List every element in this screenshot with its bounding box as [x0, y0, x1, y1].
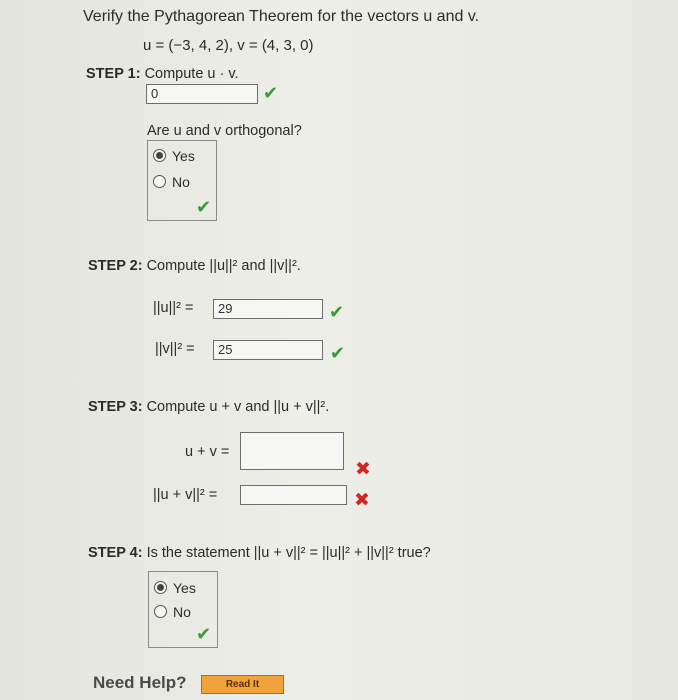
u-norm-label: ||u||² =: [153, 300, 194, 316]
v-norm-label: ||v||² =: [155, 341, 195, 357]
step2-label: STEP 2:: [88, 258, 143, 274]
dot-product-input[interactable]: 0: [146, 84, 258, 104]
step1-label: STEP 1:: [86, 66, 141, 82]
step4-label: STEP 4:: [88, 545, 143, 561]
statement-no-radio[interactable]: [154, 605, 167, 618]
orthogonal-no-label: No: [172, 174, 190, 190]
v-norm-input[interactable]: 25: [213, 340, 323, 360]
step3-heading: [88, 399, 329, 415]
step3-text: Compute u + v and ||u + v||².: [146, 399, 330, 415]
read-it-button[interactable]: Read It: [201, 675, 284, 694]
check-icon: ✔: [263, 83, 279, 103]
cross-icon: ✖: [354, 490, 370, 511]
orthogonal-yes-radio[interactable]: [153, 149, 166, 162]
statement-no-label: No: [173, 604, 191, 620]
step1-text: Compute u · v.: [144, 66, 239, 82]
orthogonal-yes-label: Yes: [172, 148, 195, 164]
check-icon: ✔: [196, 197, 212, 217]
check-icon: ✔: [196, 624, 212, 644]
check-icon: ✔: [330, 343, 346, 363]
statement-yes-radio[interactable]: [154, 581, 167, 594]
sum-norm-label: ||u + v||² =: [153, 487, 218, 503]
statement-yes-label: Yes: [173, 580, 196, 596]
u-norm-input[interactable]: 29: [213, 299, 323, 319]
step1-heading: [86, 66, 239, 82]
problem-title: Verify the Pythagorean Theorem for the vectors u and v.: [83, 8, 480, 25]
step2-text: Compute ||u||² and ||v||².: [146, 258, 301, 274]
vector-sum-input[interactable]: [240, 432, 344, 470]
orthogonal-no-radio[interactable]: [153, 175, 166, 188]
orthogonal-question: Are u and v orthogonal?: [147, 123, 302, 139]
step3-label: STEP 3:: [88, 399, 143, 415]
sum-label: u + v =: [185, 444, 230, 460]
cross-icon: ✖: [355, 459, 371, 480]
step4-heading: [88, 545, 431, 561]
check-icon: ✔: [329, 302, 345, 322]
step2-heading: [88, 258, 301, 274]
need-help-label: Need Help?: [93, 673, 187, 692]
sum-norm-input[interactable]: [240, 485, 347, 505]
vectors-definition: u = (−3, 4, 2), v = (4, 3, 0): [143, 37, 314, 54]
step4-text: Is the statement ||u + v||² = ||u||² + ||v||² true?: [146, 545, 431, 561]
